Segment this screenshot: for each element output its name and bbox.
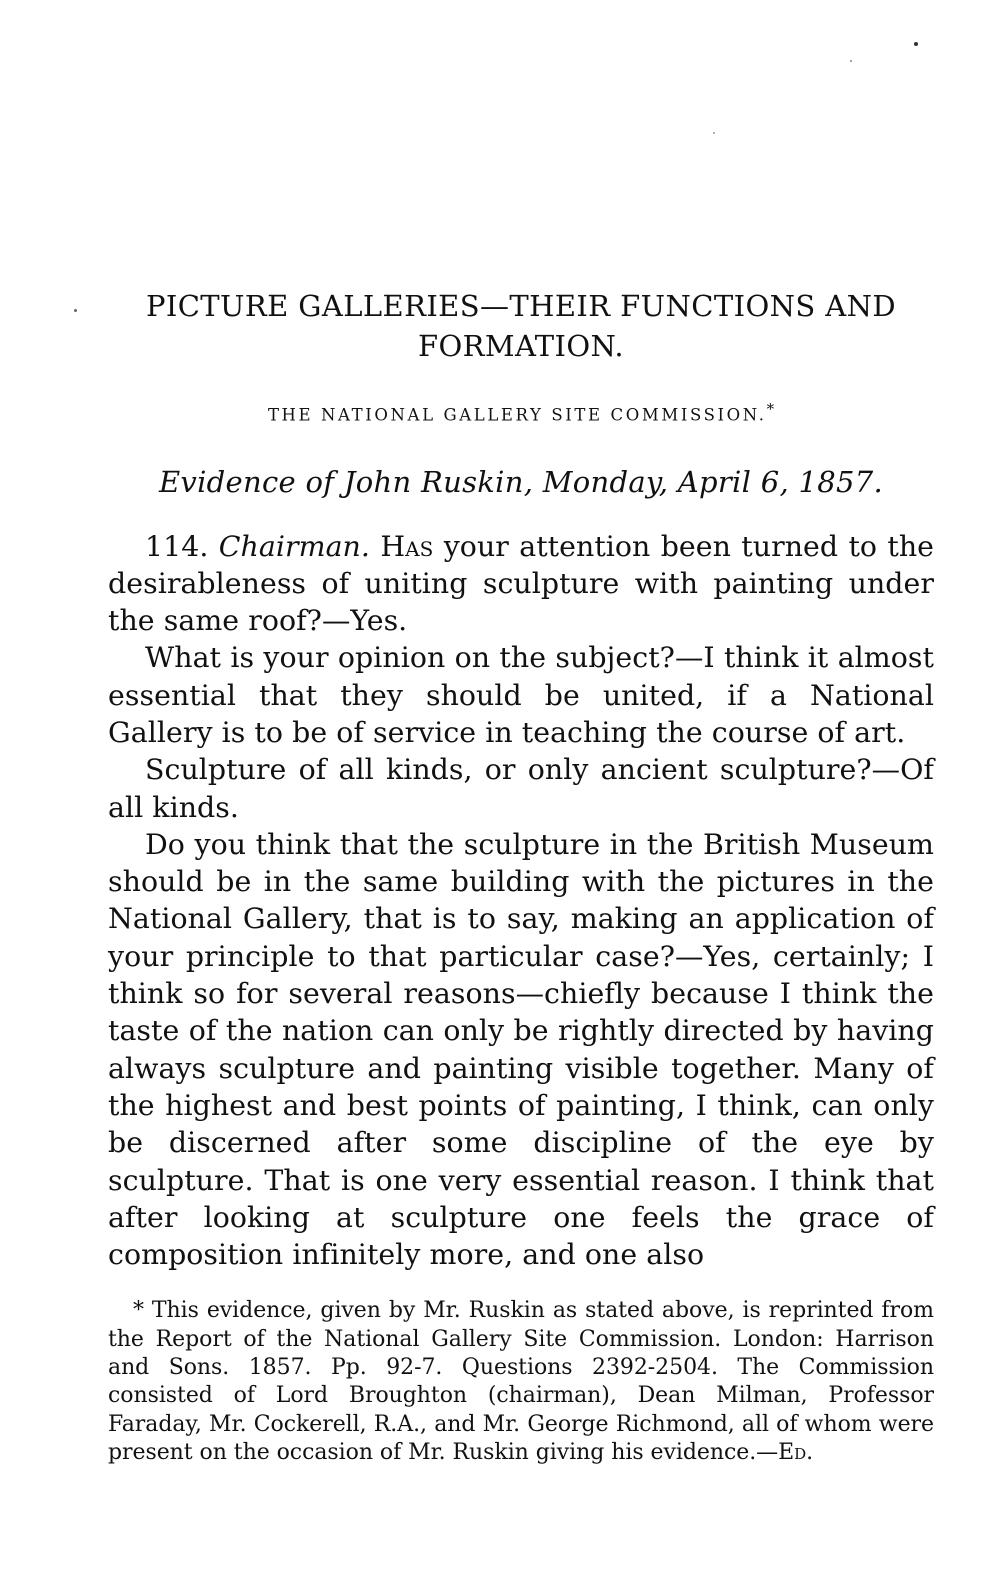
speaker-name: Chairman. — [218, 529, 370, 563]
paragraph: What is your opinion on the subject?—I think it almost essential that they should be united, if a National Gallery is to be of service in teaching the course of art. — [108, 641, 934, 749]
commission-heading — [108, 400, 934, 425]
evidence-line: Evidence of John Ruskin, Monday, April 6, 1857. — [158, 464, 884, 499]
paragraph-text: your attention been turned to the desirableness of uniting sculpture with painting under the same roof?—Yes. — [108, 529, 935, 638]
scan-speck — [713, 132, 715, 134]
footnote-reference: * — [766, 400, 775, 418]
scan-speck — [850, 60, 852, 62]
paragraph: Sculpture of all kinds, or only ancient sculpture?—Of all kinds. — [108, 753, 934, 824]
footnote-mark: * — [133, 1298, 144, 1324]
commission-heading-text: THE NATIONAL GALLERY SITE COMMISSION. — [267, 405, 767, 425]
opening-word: Has — [380, 529, 434, 563]
book-page — [108, 286, 934, 1467]
scan-speck — [914, 42, 918, 46]
chapter-title: PICTURE GALLERIES—THEIR FUNCTIONS AND FORMATION. — [145, 289, 897, 363]
paragraph — [108, 528, 934, 640]
body-text — [108, 528, 934, 1274]
footnote-text: This evidence, given by Mr. Ruskin as stated above, is reprinted from the Report of the National Gallery Site Commission. London: Harrison and Sons. 1857. Pp. 92-7. Questions 2392-2504. The Commission consisted of Lord Broughton (chairman), Dean Milman, Professor Faraday, Mr. Cockerell, R.A., and Mr. George Richmond, all of whom were present on the occasion of Mr. Ruskin giving his evidence.— — [108, 1298, 934, 1465]
paragraph: Do you think that the sculpture in the British Museum should be in the same building with the pictures in the National Gallery, that is to say, making an application of your principle to that particular case?—Yes, certainly; I think so for several reasons—chiefly because I think the taste of the nation can only be rightly directed by having always sculpture and painting visible together. Many of the highest and best points of painting, I think, can only be discerned after some discipline of the eye by sculpture. That is one very essential reason. I think that after looking at sculpture one feels the grace of composition infinitely more, and one also — [108, 827, 934, 1272]
question-number: 114. — [145, 529, 209, 563]
footnote-paragraph — [108, 1297, 934, 1467]
scan-speck — [74, 309, 77, 312]
footnote — [108, 1297, 934, 1467]
editor-mark: Ed. — [778, 1439, 814, 1465]
